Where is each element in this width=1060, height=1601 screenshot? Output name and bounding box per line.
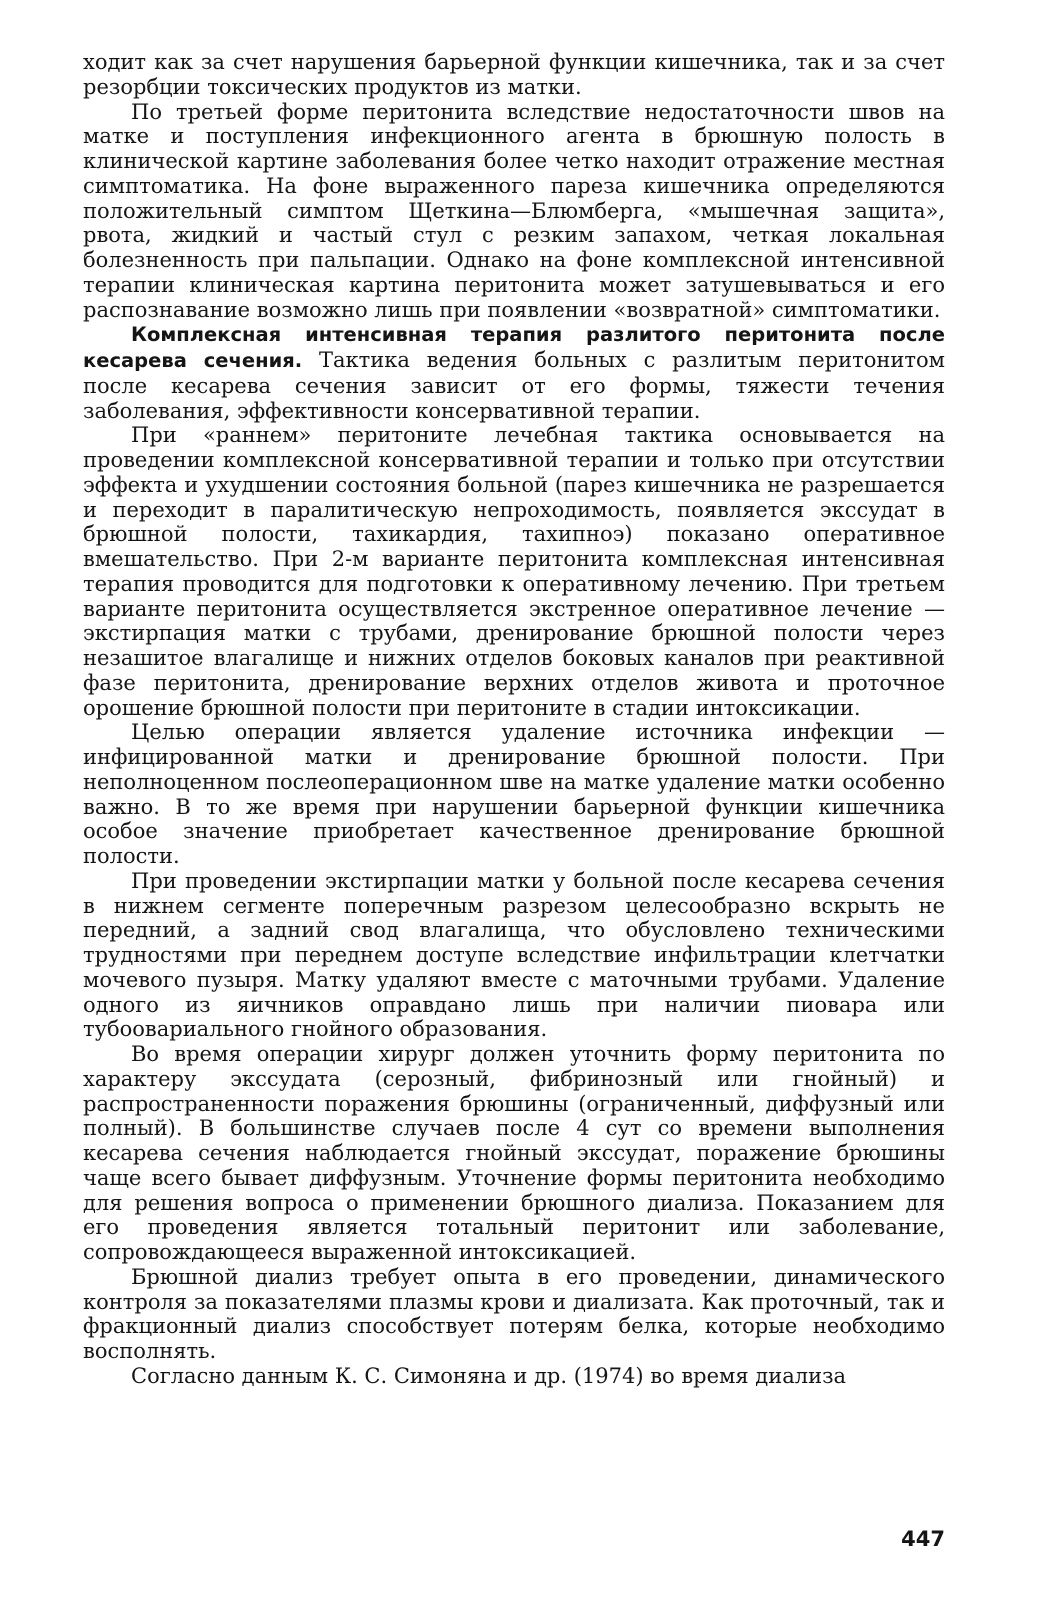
paragraph-1: ходит как за счет нарушения барьерной функции кишечника, так и за счет резорбции токсических продуктов из матки. <box>83 50 945 99</box>
page-number: 447 <box>901 1527 945 1551</box>
page-body <box>83 50 945 1389</box>
paragraph-4: При «раннем» перитоните лечебная тактика основывается на проведении комплексной консервативной терапии и только при отсутствии эффекта и ухудшении состояния больной (парез кишечника не разрешается и переходит в паралитическую непроходимость, появляется экссудат в брюшной полости, тахикардия, тахипноэ) показано оперативное вмешательство. При 2-м варианте перитонита комплексная интенсивная терапия проводится для подготовки к оперативному лечению. При третьем варианте перитонита осуществляется экстренное оперативное лечение — экстирпация матки с трубами, дренирование брюшной полости через незашитое влагалище и нижних отделов боковых каналов при реактивной фазе перитонита, дренирование верхних отделов живота и проточное орошение брюшной полости при перитоните в стадии интоксикации. <box>83 423 945 720</box>
paragraph-2: По третьей форме перитонита вследствие недостаточности швов на матке и поступления инфекционного агента в брюшную полость в клинической картине заболевания более четко находит отражение местная симптоматика. На фоне выраженного пареза кишечника определяются положительный симптом Щеткина—Блюмберга, «мышечная защита», рвота, жидкий и частый стул с резким запахом, четкая локальная болезненность при пальпации. Однако на фоне комплексной интенсивной терапии клиническая картина перитонита может затушевываться и его распознавание возможно лишь при появлении «возвратной» симптоматики. <box>83 99 945 322</box>
paragraph-7: Во время операции хирург должен уточнить форму перитонита по характеру экссудата (серозный, фибринозный или гнойный) и распространенности поражения брюшины (ограниченный, диффузный или полный). В большинстве случаев после 4 сут со времени выполнения кесарева сечения наблюдается гнойный экссудат, поражение брюшины чаще всего бывает диффузным. Уточнение формы перитонита необходимо для решения вопроса о применении брюшного диализа. Показанием для его проведения является тотальный перитонит или заболевание, сопровождающееся выраженной интоксикацией. <box>83 1042 945 1264</box>
paragraph-3 <box>83 322 945 423</box>
section-heading: Комплексная интенсивная терапия разлитого перитонита после кесарева сечения. <box>83 323 945 372</box>
paragraph-5: Целью операции является удаление источника инфекции — инфицированной матки и дренирование брюшной полости. При неполноценном послеоперационном шве на матке удаление матки особенно важно. В то же время при нарушении барьерной функции кишечника особое значение приобретает качественное дренирование брюшной полости. <box>83 720 945 868</box>
paragraph-8: Брюшной диализ требует опыта в его проведении, динамического контроля за показателями плазмы крови и диализата. Как проточный, так и фракционный диализ способствует потерям белка, которые необходимо восполнять. <box>83 1264 945 1363</box>
paragraph-9: Согласно данным К. С. Симоняна и др. (1974) во время диализа <box>131 1363 847 1388</box>
paragraph-3-text: Тактика ведения больных с разлитым перитонитом после кесарева сечения зависит от его формы, тяжести течения заболевания, эффективности консервативной терапии. <box>83 348 945 423</box>
paragraph-6: При проведении экстирпации матки у больной после кесарева сечения в нижнем сегменте поперечным разрезом целесообразно вскрыть не передний, а задний свод влагалища, что обусловлено техническими трудностями при переднем доступе вследствие инфильтрации клетчатки мочевого пузыря. Матку удаляют вместе с маточными трубами. Удаление одного из яичников оправдано лишь при наличии пиовара или тубоовариального гнойного образования. <box>83 868 945 1042</box>
